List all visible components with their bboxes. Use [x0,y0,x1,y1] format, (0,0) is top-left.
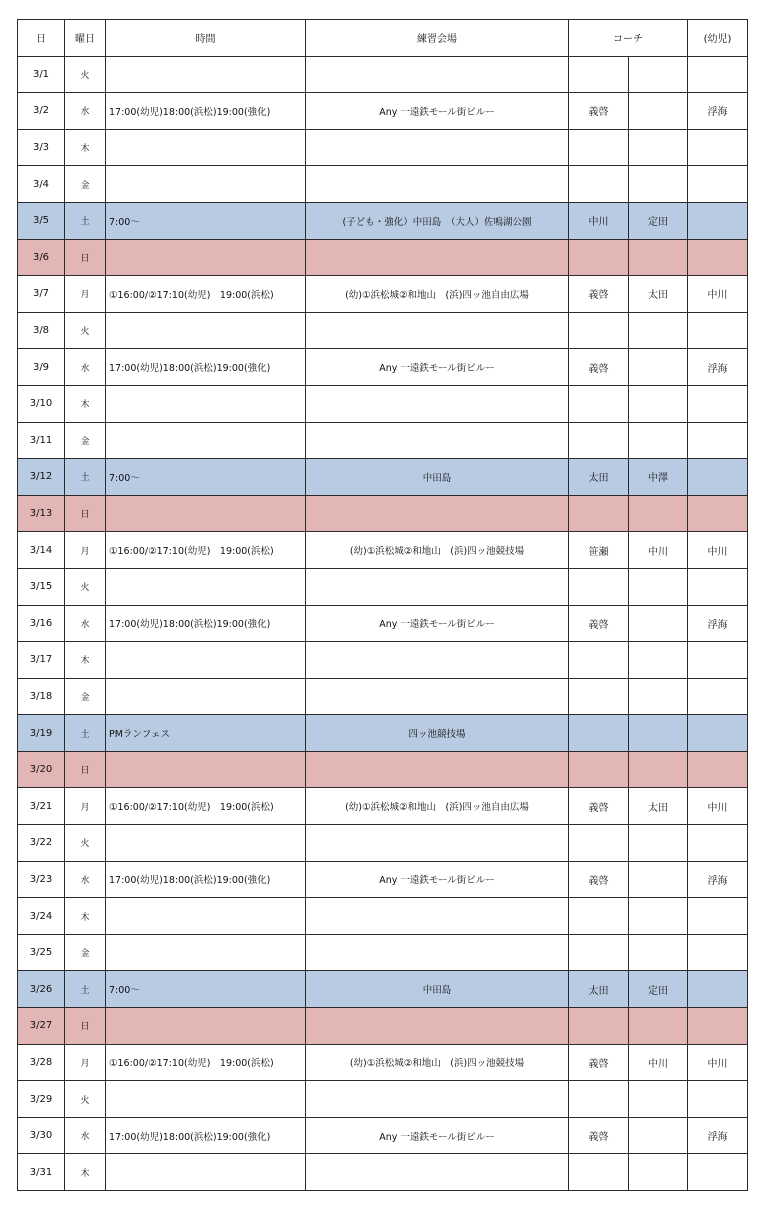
coach-cell-2 [629,349,688,386]
table-row [18,825,748,862]
date-cell: 3/23 [18,861,65,898]
table-row [18,1081,748,1118]
date-cell: 3/13 [18,495,65,532]
venue-cell [306,1154,569,1191]
kids-cell [688,1081,748,1118]
venue-cell [306,678,569,715]
table-row [18,129,748,166]
date-cell: 3/18 [18,678,65,715]
time-cell: 17:00(幼児)18:00(浜松)19:00(強化) [106,605,306,642]
coach-cell-1: 太田 [569,971,629,1008]
weekday-cell: 月 [65,532,106,569]
coach-cell-2 [629,385,688,422]
time-cell [106,495,306,532]
weekday-cell: 土 [65,459,106,496]
coach-cell-2 [629,239,688,276]
schedule-sheet [17,19,748,1191]
weekday-cell: 火 [65,1081,106,1118]
time-cell [106,934,306,971]
date-cell: 3/31 [18,1154,65,1191]
header-weekday: 曜日 [65,20,106,57]
time-cell: ①16:00/②17:10(幼児) 19:00(浜松) [106,1044,306,1081]
kids-cell: 浮海 [688,605,748,642]
kids-cell [688,1154,748,1191]
table-row [18,276,748,313]
coach-cell-1 [569,422,629,459]
weekday-cell: 土 [65,715,106,752]
venue-cell: (子ども・強化）中田島 （大人）佐鳴湖公園 [306,202,569,239]
weekday-cell: 木 [65,898,106,935]
kids-cell [688,1008,748,1045]
header-day: 日 [18,20,65,57]
time-cell [106,1008,306,1045]
venue-cell: Any 一遠鉄モール街ビルー [306,605,569,642]
date-cell: 3/5 [18,202,65,239]
venue-cell [306,1081,569,1118]
venue-cell [306,751,569,788]
kids-cell: 浮海 [688,861,748,898]
time-cell: ①16:00/②17:10(幼児) 19:00(浜松) [106,532,306,569]
time-cell: 17:00(幼児)18:00(浜松)19:00(強化) [106,1117,306,1154]
table-row [18,93,748,130]
venue-cell [306,312,569,349]
venue-cell [306,642,569,679]
coach-cell-2 [629,56,688,93]
table-row [18,788,748,825]
coach-cell-1: 義啓 [569,1044,629,1081]
kids-cell [688,934,748,971]
time-cell: 17:00(幼児)18:00(浜松)19:00(強化) [106,93,306,130]
coach-cell-1 [569,166,629,203]
time-cell [106,751,306,788]
coach-cell-1: 笹瀬 [569,532,629,569]
kids-cell: 中川 [688,1044,748,1081]
coach-cell-2 [629,568,688,605]
table-row [18,56,748,93]
table-row [18,349,748,386]
coach-cell-2 [629,934,688,971]
venue-cell: 四ッ池競技場 [306,715,569,752]
date-cell: 3/6 [18,239,65,276]
kids-cell [688,971,748,1008]
venue-cell [306,56,569,93]
time-cell: 17:00(幼児)18:00(浜松)19:00(強化) [106,349,306,386]
time-cell: ①16:00/②17:10(幼児) 19:00(浜松) [106,276,306,313]
kids-cell [688,495,748,532]
weekday-cell: 月 [65,276,106,313]
weekday-cell: 火 [65,825,106,862]
coach-cell-1: 義啓 [569,93,629,130]
venue-cell: Any 一遠鉄モール街ビルー [306,349,569,386]
coach-cell-2 [629,422,688,459]
table-row [18,898,748,935]
kids-cell [688,459,748,496]
kids-cell: 浮海 [688,93,748,130]
time-cell [106,312,306,349]
date-cell: 3/15 [18,568,65,605]
weekday-cell: 水 [65,349,106,386]
coach-cell-2: 中川 [629,532,688,569]
time-cell [106,129,306,166]
table-row [18,532,748,569]
kids-cell: 中川 [688,532,748,569]
table-row [18,861,748,898]
table-row [18,642,748,679]
table-row [18,239,748,276]
venue-cell: Any 一遠鉄モール街ビルー [306,93,569,130]
date-cell: 3/29 [18,1081,65,1118]
coach-cell-2 [629,715,688,752]
date-cell: 3/30 [18,1117,65,1154]
venue-cell: 中田島 [306,459,569,496]
kids-cell [688,385,748,422]
kids-cell: 中川 [688,788,748,825]
date-cell: 3/1 [18,56,65,93]
table-row [18,751,748,788]
weekday-cell: 土 [65,971,106,1008]
weekday-cell: 水 [65,93,106,130]
table-row [18,678,748,715]
time-cell [106,825,306,862]
kids-cell [688,825,748,862]
coach-cell-1 [569,385,629,422]
kids-cell [688,898,748,935]
kids-cell: 浮海 [688,349,748,386]
header-row [18,20,748,57]
date-cell: 3/22 [18,825,65,862]
weekday-cell: 火 [65,312,106,349]
coach-cell-2 [629,1008,688,1045]
coach-cell-1 [569,825,629,862]
coach-cell-2 [629,129,688,166]
kids-cell [688,239,748,276]
weekday-cell: 土 [65,202,106,239]
weekday-cell: 木 [65,642,106,679]
coach-cell-1 [569,568,629,605]
weekday-cell: 日 [65,1008,106,1045]
date-cell: 3/3 [18,129,65,166]
date-cell: 3/7 [18,276,65,313]
date-cell: 3/27 [18,1008,65,1045]
time-cell: ①16:00/②17:10(幼児) 19:00(浜松) [106,788,306,825]
kids-cell [688,678,748,715]
date-cell: 3/21 [18,788,65,825]
coach-cell-2 [629,898,688,935]
venue-cell [306,239,569,276]
date-cell: 3/2 [18,93,65,130]
date-cell: 3/8 [18,312,65,349]
date-cell: 3/9 [18,349,65,386]
coach-cell-2 [629,825,688,862]
coach-cell-1 [569,239,629,276]
coach-cell-2: 定田 [629,202,688,239]
weekday-cell: 日 [65,239,106,276]
kids-cell: 中川 [688,276,748,313]
date-cell: 3/12 [18,459,65,496]
time-cell [106,56,306,93]
coach-cell-2 [629,678,688,715]
date-cell: 3/4 [18,166,65,203]
venue-cell [306,385,569,422]
table-row [18,166,748,203]
table-row [18,715,748,752]
time-cell [106,568,306,605]
coach-cell-1: 義啓 [569,349,629,386]
weekday-cell: 木 [65,385,106,422]
time-cell [106,385,306,422]
weekday-cell: 火 [65,56,106,93]
table-row [18,605,748,642]
weekday-cell: 水 [65,861,106,898]
coach-cell-2 [629,166,688,203]
venue-cell [306,166,569,203]
table-row [18,1154,748,1191]
coach-cell-1 [569,1008,629,1045]
coach-cell-2: 太田 [629,276,688,313]
kids-cell [688,129,748,166]
venue-cell: (幼)①浜松城②和地山 (浜)四ッ池競技場 [306,1044,569,1081]
weekday-cell: 金 [65,934,106,971]
weekday-cell: 金 [65,678,106,715]
coach-cell-1: 義啓 [569,605,629,642]
coach-cell-1 [569,129,629,166]
venue-cell [306,129,569,166]
coach-cell-1: 義啓 [569,1117,629,1154]
venue-cell [306,1008,569,1045]
weekday-cell: 月 [65,1044,106,1081]
venue-cell: Any 一遠鉄モール街ビルー [306,861,569,898]
kids-cell [688,715,748,752]
coach-cell-2 [629,1117,688,1154]
weekday-cell: 水 [65,605,106,642]
coach-cell-2 [629,93,688,130]
coach-cell-1 [569,715,629,752]
venue-cell: 中田島 [306,971,569,1008]
date-cell: 3/10 [18,385,65,422]
table-row [18,1117,748,1154]
time-cell: 17:00(幼児)18:00(浜松)19:00(強化) [106,861,306,898]
header-kids: (幼児) [688,20,748,57]
date-cell: 3/19 [18,715,65,752]
table-row [18,1044,748,1081]
time-cell [106,642,306,679]
weekday-cell: 水 [65,1117,106,1154]
kids-cell [688,751,748,788]
table-row [18,422,748,459]
venue-cell: (幼)①浜松城②和地山 (浜)四ッ池競技場 [306,532,569,569]
coach-cell-1 [569,678,629,715]
table-row [18,568,748,605]
time-cell [106,1081,306,1118]
coach-cell-2 [629,605,688,642]
kids-cell [688,56,748,93]
coach-cell-1: 義啓 [569,861,629,898]
date-cell: 3/16 [18,605,65,642]
time-cell [106,1154,306,1191]
header-venue: 練習会場 [306,20,569,57]
header-coach: コーチ [569,20,688,57]
time-cell [106,678,306,715]
time-cell [106,422,306,459]
weekday-cell: 木 [65,129,106,166]
table-row [18,495,748,532]
coach-cell-2 [629,751,688,788]
date-cell: 3/24 [18,898,65,935]
header-time: 時間 [106,20,306,57]
table-row [18,385,748,422]
coach-cell-1: 中川 [569,202,629,239]
date-cell: 3/14 [18,532,65,569]
weekday-cell: 木 [65,1154,106,1191]
date-cell: 3/28 [18,1044,65,1081]
table-row [18,1008,748,1045]
venue-cell: (幼)①浜松城②和地山 (浜)四ッ池自由広場 [306,788,569,825]
table-row [18,312,748,349]
time-cell: PMランフェス [106,715,306,752]
time-cell: 7:00〜 [106,459,306,496]
coach-cell-1 [569,1154,629,1191]
coach-cell-1 [569,1081,629,1118]
weekday-cell: 金 [65,422,106,459]
coach-cell-2: 中川 [629,1044,688,1081]
table-row [18,934,748,971]
venue-cell: (幼)①浜松城②和地山 (浜)四ッ池自由広場 [306,276,569,313]
coach-cell-2: 中澤 [629,459,688,496]
coach-cell-2 [629,642,688,679]
date-cell: 3/26 [18,971,65,1008]
coach-cell-1 [569,642,629,679]
time-cell [106,166,306,203]
venue-cell [306,495,569,532]
date-cell: 3/17 [18,642,65,679]
venue-cell [306,934,569,971]
table-row [18,971,748,1008]
coach-cell-1: 太田 [569,459,629,496]
venue-cell [306,825,569,862]
venue-cell: Any 一遠鉄モール街ビルー [306,1117,569,1154]
weekday-cell: 日 [65,751,106,788]
coach-cell-1 [569,751,629,788]
kids-cell [688,642,748,679]
coach-cell-2 [629,1154,688,1191]
table-row [18,202,748,239]
coach-cell-1 [569,56,629,93]
coach-cell-1 [569,495,629,532]
venue-cell [306,568,569,605]
time-cell: 7:00〜 [106,202,306,239]
kids-cell [688,202,748,239]
weekday-cell: 月 [65,788,106,825]
weekday-cell: 日 [65,495,106,532]
coach-cell-1 [569,312,629,349]
time-cell [106,239,306,276]
coach-cell-2 [629,312,688,349]
weekday-cell: 金 [65,166,106,203]
time-cell [106,898,306,935]
kids-cell [688,312,748,349]
coach-cell-2 [629,861,688,898]
kids-cell [688,422,748,459]
coach-cell-2: 太田 [629,788,688,825]
coach-cell-1 [569,898,629,935]
kids-cell [688,166,748,203]
coach-cell-1: 義啓 [569,276,629,313]
weekday-cell: 火 [65,568,106,605]
coach-cell-1 [569,934,629,971]
time-cell: 7:00〜 [106,971,306,1008]
kids-cell: 浮海 [688,1117,748,1154]
date-cell: 3/11 [18,422,65,459]
coach-cell-2 [629,1081,688,1118]
coach-cell-2 [629,495,688,532]
date-cell: 3/20 [18,751,65,788]
schedule-body [18,56,748,1190]
coach-cell-1: 義啓 [569,788,629,825]
date-cell: 3/25 [18,934,65,971]
kids-cell [688,568,748,605]
coach-cell-2: 定田 [629,971,688,1008]
table-row [18,459,748,496]
schedule-table [17,19,748,1191]
venue-cell [306,422,569,459]
venue-cell [306,898,569,935]
